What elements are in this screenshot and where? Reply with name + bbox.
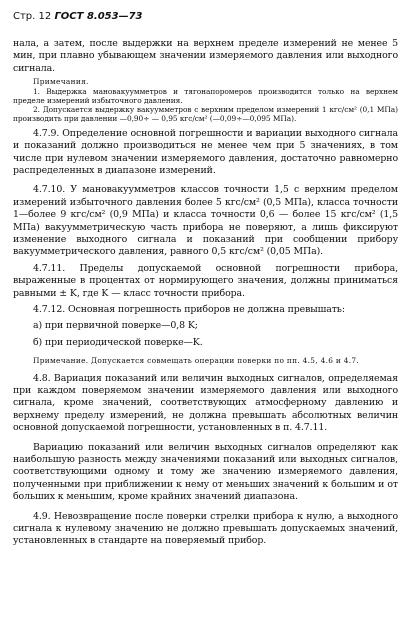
notes-heading: Примечания. <box>33 77 89 87</box>
document-body <box>13 38 398 548</box>
clause-4-8: 4.8. Вариация показаний или величин выходных сигналов, определяемая при каждом поверяемом значении измеряемого давления или выходного сигнала, кроме значений, соответствующих атмосферному давлению и верхнему пределу измерений, не должна превышать абсолютных величин основной допускаемой погрешности, установленных в п. 4.7.11. <box>13 372 398 434</box>
clause-4-9: 4.9. Невозвращение после поверки стрелки прибора к нулю, а выходного сигнала к нулевому значению не должно превышать допускаемых значений, установленных в стандарте на поверяемый прибор. <box>13 510 398 547</box>
page-header <box>13 11 143 23</box>
list-item-a: а) при первичной поверке—0,8 K; <box>33 320 198 332</box>
page-number: Стр. 12 <box>13 11 52 22</box>
paragraph-continuation: нала, а затем, после выдержки на верхнем пределе измерений не менее 5 мин, при плавно убывающем значении измеряемого давления или выходного сигнала. <box>13 38 398 74</box>
standard-code: ГОСТ 8.053—73 <box>54 11 143 22</box>
clause-4-7-11: 4.7.11. Пределы допускаемой основной погрешности прибора, выраженные в процентах от нормирующего значения, должны приниматься равными ± K, где K — класс точности прибора. <box>13 262 398 299</box>
note-1: 1. Выдержка мановакуумметров и тягонапоромеров производится только на верхнем пределе измерений избыточного давления. <box>13 86 398 105</box>
list-item-b: б) при периодической поверке—K. <box>33 336 203 348</box>
note-single: Примечание. Допускается совмещать операции поверки по пп. 4.5, 4.6 и 4.7. <box>33 356 360 366</box>
note-2: 2. Допускается выдержку вакуумметров с верхним пределом измерений 1 кгс/см² (0,1 МПа) производить при давлении —0,90÷ — 0,95 кгс/см² (—0,09÷—0,095 МПа). <box>13 105 398 124</box>
paragraph-variation: Вариацию показаний или величин выходных сигналов определяют как наибольшую разность между значениями показаний или выходных сигналов, соответствующими одному и тому же значению измеряемого давления, полученными при приближении к нему от меньших значений к большим и от больших к меньшим, кроме крайних значений диапазона. <box>13 441 398 503</box>
clause-4-7-12: 4.7.12. Основная погрешность приборов не должна превышать: <box>33 303 345 315</box>
clause-4-7-10: 4.7.10. У мановакуумметров классов точности 1,5 с верхним пределом измерений избыточного давления более 5 кгс/см² (0,5 МПа), класса точности 1—более 9 кгс/см² (0,9 МПа) и класса точности 0,6 — более 15 кгс/см² (1,5 МПа) вакуумметрическую часть прибора не поверяют, а лишь фиксируют изменение выходного сигнала и показаний при сообщении прибору вакуумметрического давления, равного 0,5 кгс/см² (0,05 МПа). <box>13 184 398 258</box>
clause-4-7-9: 4.7.9. Определение основной погрешности и вариации выходного сигнала и показаний должно производиться не менее чем при 5 значениях, в том числе при нулевом значении измеряемого давления, достаточно равномерно распределенных в диапазоне измерений. <box>13 127 398 176</box>
